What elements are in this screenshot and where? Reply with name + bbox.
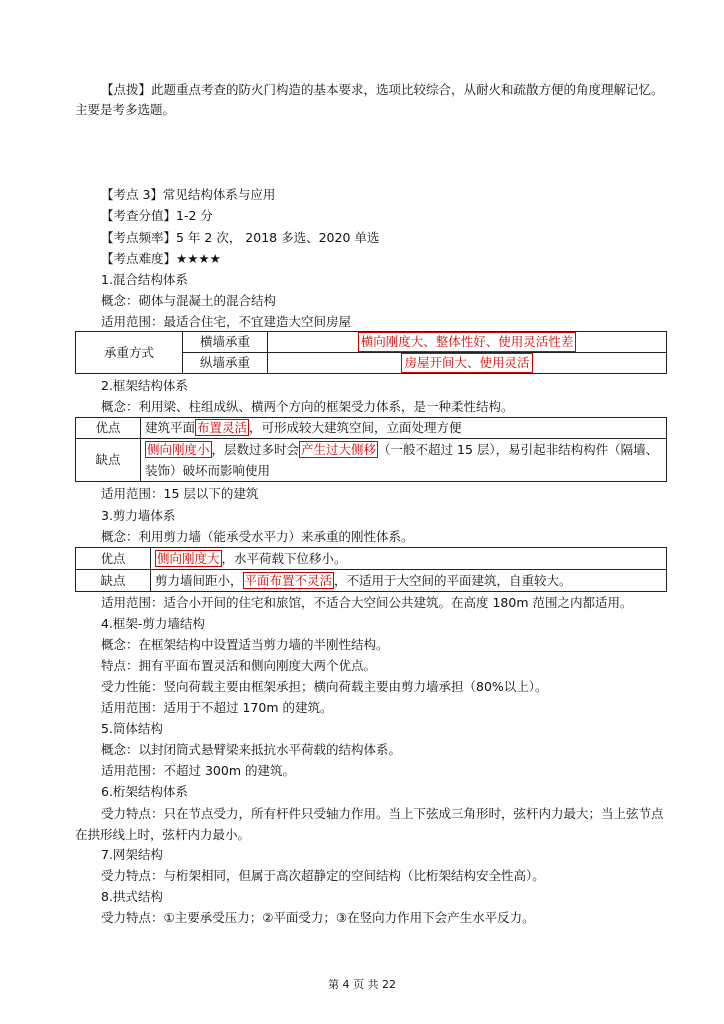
s8-force: 受力特点：①主要承受压力；②平面受力；③在竖向力作用下会产生水平反力。: [101, 910, 535, 925]
s3-pros-highlight: 侧向刚度大: [157, 550, 220, 566]
s5-heading: 5.筒体结构: [101, 721, 163, 736]
s4-scope: 适用范围：适用于不超过 170m 的建筑。: [101, 700, 333, 715]
kp-title: 【考点 3】常见结构体系与应用: [101, 187, 276, 202]
s1-r2-value: 房屋开间大、使用灵活: [401, 353, 532, 373]
s2-cons-highlight-1: 侧向刚度小: [147, 442, 210, 457]
s1-r1-name: 横墙承重: [183, 332, 268, 353]
s3-table: [75, 547, 667, 592]
s5-scope: 适用范围：不超过 300m 的建筑。: [101, 763, 295, 778]
page-footer: 第 4 页 共 22: [328, 978, 396, 991]
s3-scope: 适用范围：适合小开间的住宅和旅馆，不适合大空间公共建筑。在高度 180m 范围之内都适用。: [101, 595, 633, 610]
s2-pros-highlight: 布置灵活: [197, 420, 248, 435]
s2-cons-b: （一般不超过 15 层），易引起非结构构件（隔墙、装饰）破坏而影响使用: [145, 442, 659, 478]
s4-heading: 4.框架-剪力墙结构: [101, 616, 205, 631]
s1-r2-name: 纵墙承重: [183, 353, 268, 374]
s2-heading: 2.框架结构体系: [101, 378, 188, 393]
kp-frequency: 【考点频率】5 年 2 次， 2018 多选、2020 单选: [101, 230, 380, 245]
s3-heading: 3.剪力墙体系: [101, 508, 176, 523]
s6-force: 受力特点：只在节点受力，所有杆件只受轴力作用。当上下弦成三角形时，弦杆内力最大；当上弦节点在拱形线上时，弦杆内力最小。: [75, 806, 664, 842]
s5-concept: 概念：以封闭筒式悬臂梁来抵抗水平荷载的结构体系。: [101, 742, 402, 757]
s4-concept: 概念：在框架结构中设置适当剪力墙的半刚性结构。: [101, 637, 389, 652]
s2-pros-b: ，可形成较大建筑空间，立面处理方便: [249, 420, 462, 435]
s2-table: [75, 417, 667, 482]
s8-heading: 8.拱式结构: [101, 889, 163, 904]
s2-pros-label: 优点: [76, 418, 141, 439]
s1-scope: 适用范围：最适合住宅，不宜建造大空间房屋: [101, 314, 352, 329]
s3-concept: 概念：利用剪力墙（能承受水平力）来承重的刚性体系。: [101, 529, 414, 544]
s2-cons-label: 缺点: [76, 439, 141, 482]
s2-cons-highlight-2: 产生过大侧移: [301, 442, 377, 457]
s1-heading: 1.混合结构体系: [101, 272, 188, 287]
s3-cons-label: 缺点: [76, 570, 151, 592]
s4-feature: 特点：拥有平面布置灵活和侧向刚度大两个优点。: [101, 658, 377, 673]
s7-heading: 7.网架结构: [101, 847, 163, 862]
s3-cons-b: ，不适用于大空间的平面建筑，自重较大。: [334, 572, 572, 588]
s2-cons-a: ，层数过多时会: [211, 442, 300, 457]
s3-cons-highlight: 平面布置不灵活: [244, 572, 333, 588]
s1-concept: 概念：砌体与混凝土的混合结构: [101, 293, 277, 308]
kp-difficulty: 【考点难度】★★★★: [101, 251, 221, 266]
s4-force: 受力性能：竖向荷载主要由框架承担；横向荷载主要由剪力墙承担（80%以上）。: [101, 679, 548, 694]
s3-pros-label: 优点: [76, 548, 151, 570]
s2-concept: 概念：利用梁、柱组成纵、横两个方向的框架受力体系，是一种柔性结构。: [101, 399, 514, 414]
s1-table: [75, 331, 667, 374]
s6-heading: 6.桁架结构体系: [101, 784, 188, 799]
tip-paragraph: 【点拨】此题重点考查的防火门构造的基本要求，选项比较综合，从耐火和疏散方便的角度理解记忆。主要是考多选题。: [75, 82, 664, 117]
s3-pros-b: ，水平荷载下位移小。: [221, 550, 347, 566]
s1-r1-value: 横向刚度大、整体性好、使用灵活性差: [358, 332, 577, 352]
s2-pros-a: 建筑平面: [145, 420, 196, 435]
s7-force: 受力特点：与桁架相同，但属于高次超静定的空间结构（比桁架结构安全性高）。: [101, 868, 545, 883]
kp-score: 【考查分值】1-2 分: [101, 208, 213, 223]
s2-scope: 适用范围：15 层以下的建筑: [101, 486, 259, 501]
s1-row-label: 承重方式: [76, 332, 183, 374]
s3-cons-a: 剪力墙间距小，: [155, 572, 243, 588]
